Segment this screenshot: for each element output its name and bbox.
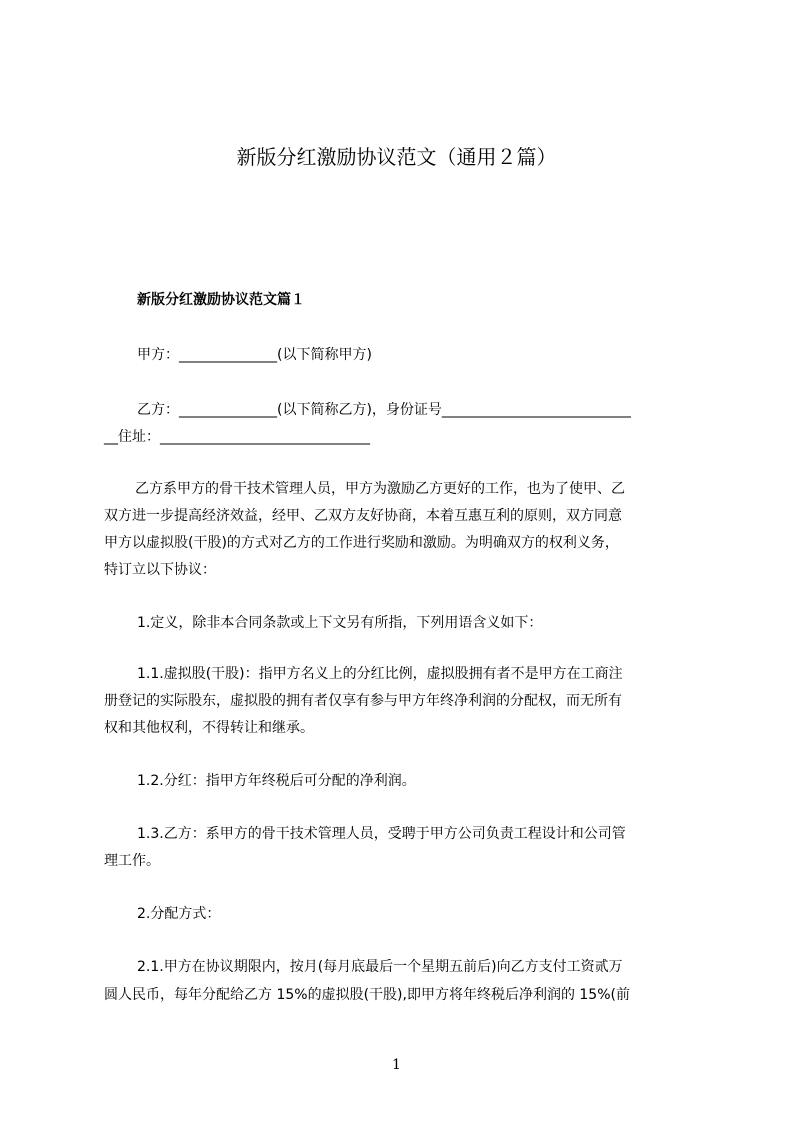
document-title: 新版分红激励协议范文（通用２篇）	[236, 145, 557, 169]
clause-1-1-line: 权和其他权利，不得转让和继承。	[104, 720, 314, 736]
clause-1-1-line: 1.1.虚拟股(干股)：指甲方名义上的分红比例，虚拟股拥有者不是甲方在工商注	[137, 666, 623, 682]
page-number: 1	[392, 1057, 401, 1073]
intro-paragraph-line: 甲方以虚拟股(干股)的方式对乙方的工作进行奖励和激励。为明确双方的权利义务，	[104, 535, 619, 551]
intro-paragraph-line: 特订立以下协议：	[104, 562, 216, 578]
party-a-line: 甲方：______________(以下简称甲方)	[137, 347, 372, 363]
intro-paragraph-line: 双方进一步提高经济效益，经甲、乙双方友好协商，本着互惠互利的原则，双方同意	[104, 508, 622, 524]
party-b-address-line: __住址：______________________________	[104, 429, 370, 445]
clause-1-3-line: 理工作。	[104, 853, 160, 869]
clause-2-1-line: 2.1.甲方在协议期限内，按月(每月底最后一个星期五前后)向乙方支付工资贰万	[137, 959, 623, 975]
section-heading: 新版分红激励协议范文篇１	[137, 292, 305, 308]
clause-1-1-line: 册登记的实际股东，虚拟股的拥有者仅享有参与甲方年终净利润的分配权，而无所有	[104, 693, 622, 709]
clause-1-2: 1.2.分红：指甲方年终税后可分配的净利润。	[137, 773, 416, 789]
party-b-line: 乙方：______________(以下简称乙方)，身份证号___________________________	[137, 402, 631, 418]
clause-2-1-line: 圆人民币，每年分配给乙方 15%的虚拟股(干股),即甲方将年终税后净利润的 15%(前	[104, 987, 630, 1003]
clause-1: 1.定义，除非本合同条款或上下文另有所指，下列用语含义如下：	[137, 615, 543, 631]
clause-2: 2.分配方式：	[137, 906, 221, 922]
intro-paragraph-line: 乙方系甲方的骨干技术管理人员，甲方为激励乙方更好的工作，也为了使甲、乙	[135, 481, 625, 497]
clause-1-3-line: 1.3.乙方：系甲方的骨干技术管理人员，受聘于甲方公司负责工程设计和公司管	[137, 826, 626, 842]
